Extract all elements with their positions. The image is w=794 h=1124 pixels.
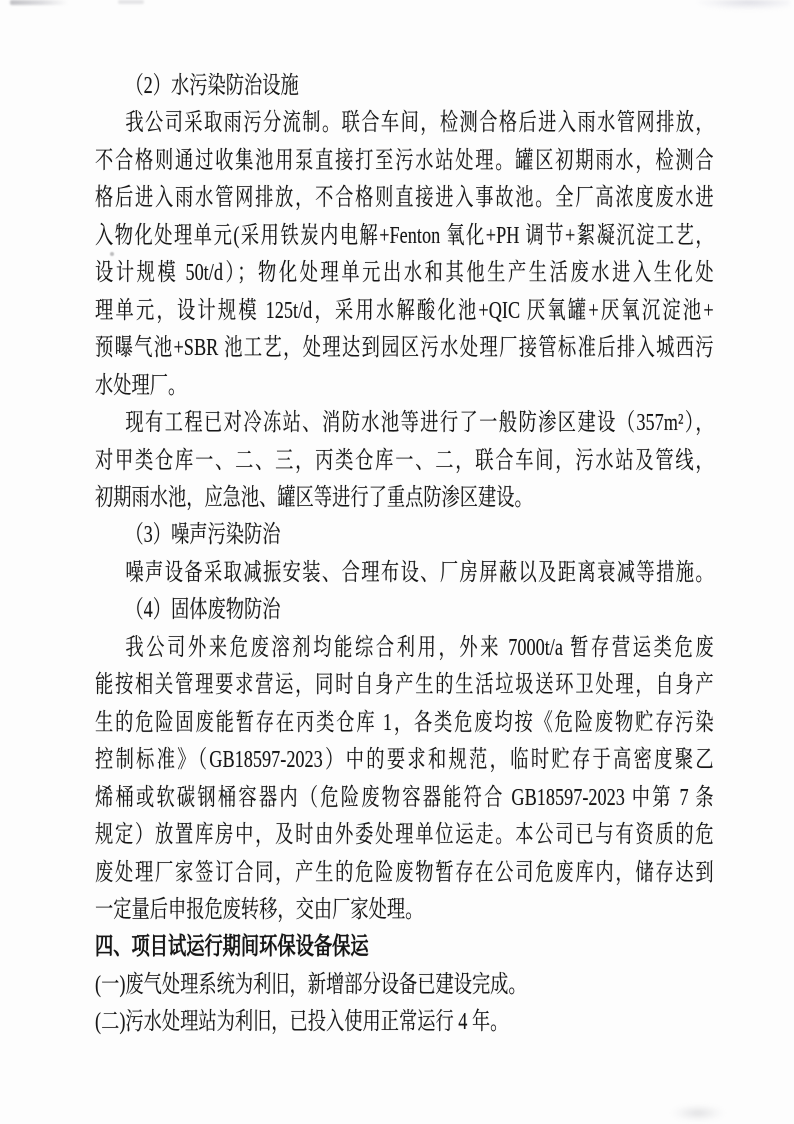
document-text-block	[95, 68, 714, 1042]
text-line: 控制标准》（GB18597-2023）中的要求和规范，临时贮存于高密度聚乙	[95, 747, 714, 774]
scan-artifact-top-left-2	[118, 0, 144, 4]
section-heading: 四、项目试运行期间环保设备保运	[95, 934, 369, 961]
text-line: 规定）放置库房中，及时由外委处理单位运走。本公司已与有资质的危	[95, 822, 714, 849]
text-line: 初期雨水池，应急池、罐区等进行了重点防渗区建设。	[95, 484, 533, 511]
text-line: （4）固体废物防治	[125, 597, 281, 624]
text-line: (一)废气处理系统为利旧，新增部分设备已建设完成。	[95, 971, 527, 998]
text-line: （2）水污染防治设施	[125, 73, 299, 99]
text-line: （3）噪声污染防治	[125, 522, 281, 549]
scan-artifact-bottom-right	[672, 1104, 724, 1122]
text-line: 我公司外来危废溶剂均能综合利用，外来 7000t/a 暂存营运类危废	[125, 634, 714, 661]
text-line: 水处理厂。	[95, 372, 187, 399]
text-line: 对甲类仓库一、二、三，丙类仓库一、二，联合车间，污水站及管线，	[95, 447, 714, 474]
text-line: 噪声设备采取减振安装、合理布设、厂房屏蔽以及距离衰减等措施。	[125, 559, 714, 586]
text-line: 预曝气池+SBR 池工艺，处理达到园区污水处理厂接管标准后排入城西污	[95, 335, 714, 362]
scan-artifact-top-left	[10, 0, 68, 5]
text-line: 设计规模 50t/d）；物化处理单元出水和其他生产生活废水进入生化处	[95, 260, 714, 287]
text-line: 烯桶或软碳钢桶容器内（危险废物容器能符合 GB18597-2023 中第 7 条	[95, 784, 714, 811]
scan-artifact-top-right	[698, 0, 790, 10]
text-line: 格后进入雨水管网排放，不合格则直接进入事故池。全厂高浓度废水进	[95, 185, 714, 212]
text-line: 一定量后申报危废转移，交由厂家处理。	[95, 896, 424, 923]
text-line: 我公司采取雨污分流制。联合车间，检测合格后进入雨水管网排放，	[125, 110, 714, 137]
text-line: 现有工程已对冷冻站、消防水池等进行了一般防渗区建设（357m²），	[125, 410, 714, 437]
text-line: (二)污水处理站为利旧，已投入使用正常运行 4 年。	[95, 1009, 509, 1036]
text-line: 不合格则通过收集池用泵直接打至污水站处理。罐区初期雨水，检测合	[95, 147, 714, 174]
text-line: 生的危险固废能暂存在丙类仓库 1，各类危废均按《危险废物贮存污染	[95, 709, 714, 736]
text-line: 能按相关管理要求营运，同时自身产生的生活垃圾送环卫处理，自身产	[95, 672, 714, 699]
text-line: 理单元，设计规模 125t/d，采用水解酸化池+QIC 厌氧罐+厌氧沉淀池+	[95, 297, 714, 324]
text-line: 入物化处理单元(采用铁炭内电解+Fenton 氧化+PH 调节+絮凝沉淀工艺，	[95, 222, 714, 249]
text-line: 废处理厂家签订合同，产生的危险废物暂存在公司危废库内，储存达到	[95, 859, 714, 886]
